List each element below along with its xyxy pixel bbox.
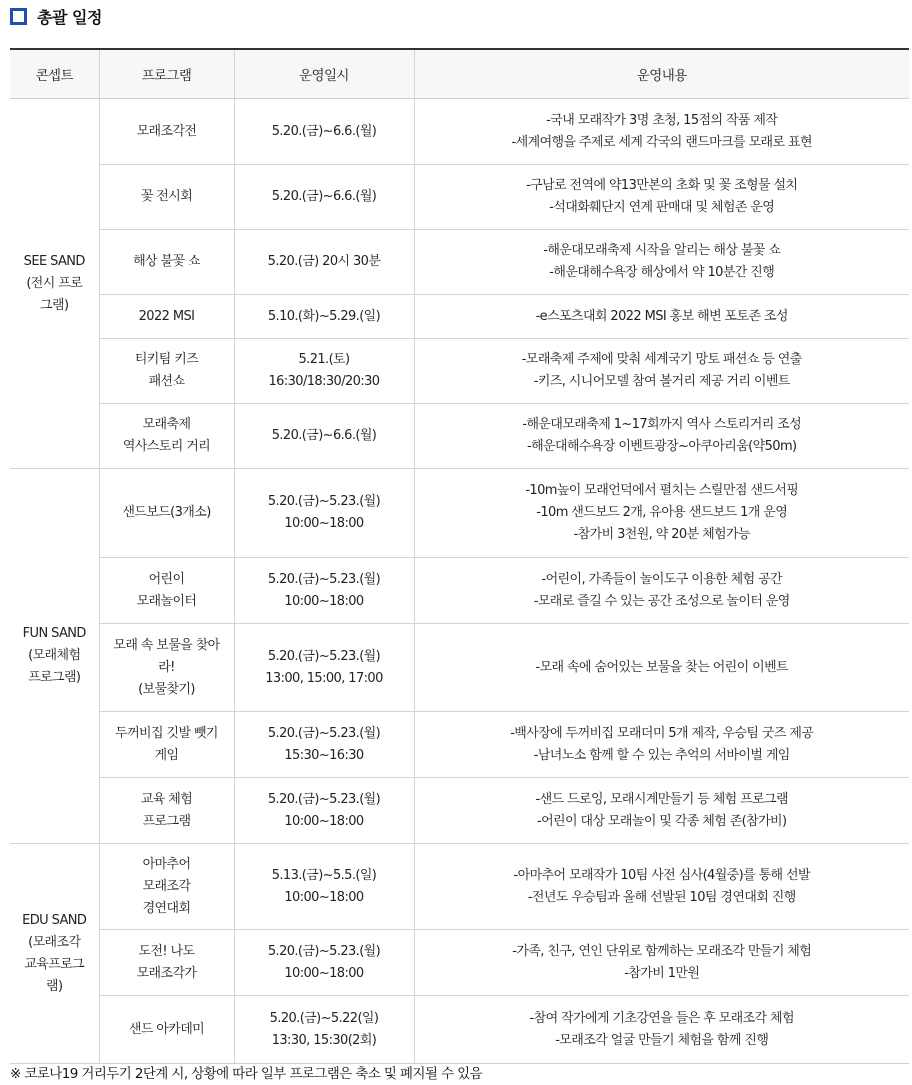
program-cell	[99, 404, 234, 469]
content-cell-line: -e스포츠대회 2022 MSI 홍보 해변 포토존 조성	[535, 308, 788, 324]
content-cell-line: -참가비 1만원	[624, 965, 700, 981]
date-cell-line: 5.20.(금)~5.23.(월)	[267, 943, 381, 959]
table-row	[10, 165, 909, 230]
section-title: 총괄 일정	[37, 7, 102, 27]
table-row	[10, 712, 909, 778]
content-cell	[414, 230, 909, 295]
content-cell	[414, 558, 909, 624]
concept-cell-line: (모래조각	[28, 934, 81, 950]
date-cell-line: 15:30~16:30	[284, 747, 364, 763]
date-cell-line: 10:00~18:00	[284, 516, 364, 531]
program-cell	[99, 624, 234, 712]
content-cell-line: -석대화훼단지 연계 판매대 및 체험존 운영	[549, 200, 775, 215]
date-cell	[234, 712, 414, 778]
content-cell	[414, 165, 909, 230]
content-cell-line: -세계여행을 주제로 세계 각국의 랜드마크를 모래로 표현	[511, 134, 812, 150]
program-cell	[99, 165, 234, 230]
program-cell-line: 샌드 아카데미	[128, 1021, 205, 1037]
content-cell-line: -어린이, 가족들이 놀이도구 이용한 체험 공간	[541, 571, 783, 587]
program-cell-line: 교육 체험	[140, 791, 193, 807]
content-cell-line: -모래로 즐길 수 있는 공간 조성으로 놀이터 운영	[533, 593, 790, 609]
program-cell-line: 티키팀 키즈	[134, 352, 199, 367]
content-cell	[414, 996, 909, 1064]
program-cell	[99, 996, 234, 1064]
concept-cell-line: SEE SAND	[23, 253, 85, 269]
section-header	[10, 4, 102, 28]
date-cell	[234, 339, 414, 404]
program-cell-line: 모래놀이터	[136, 593, 197, 609]
concept-cell-line: (모래체험	[28, 648, 81, 663]
content-cell-line: -해운대모래축제 시작을 알리는 해상 불꽃 쇼	[543, 243, 781, 258]
date-cell	[234, 624, 414, 712]
program-cell	[99, 930, 234, 996]
concept-cell-line: FUN SAND	[22, 626, 86, 641]
program-cell	[99, 778, 234, 844]
content-cell-line: -아마추어 모래작가 10팀 사전 심사(4월중)를 통해 선발	[513, 867, 810, 883]
content-cell-line: -백사장에 두꺼비집 모래더미 5개 제작, 우승팀 굿즈 제공	[510, 725, 814, 741]
content-cell-line: -국내 모래작가 3명 초청, 15점의 작품 제작	[546, 112, 778, 128]
content-cell-line: -모래조각 얼굴 만들기 체험을 함께 진행	[555, 1032, 769, 1048]
table-row	[10, 930, 909, 996]
program-cell-line: 아마추어	[142, 856, 191, 872]
table-row	[10, 339, 909, 404]
program-cell-line: 어린이	[148, 571, 185, 587]
program-cell-line: 게임	[154, 747, 179, 763]
concept-cell-line: (전시 프로	[26, 275, 83, 291]
program-cell	[99, 844, 234, 930]
content-cell-line: -남녀노소 함께 할 수 있는 추억의 서바이벌 게임	[533, 747, 790, 763]
program-cell-line: 모래조각	[142, 878, 191, 894]
content-cell-line: -해운대해수욕장 해상에서 약 10분간 진행	[549, 265, 775, 280]
table-row	[10, 404, 909, 469]
date-cell-line: 5.20.(금) 20시 30분	[267, 254, 381, 269]
program-cell	[99, 295, 234, 339]
program-cell-line: 모래 속 보물을 찾아	[113, 637, 220, 653]
content-cell-line: -10m 샌드보드 2개, 유아용 샌드보드 1개 운영	[536, 505, 788, 520]
program-cell	[99, 558, 234, 624]
date-cell	[234, 165, 414, 230]
date-cell-line: 10:00~18:00	[284, 889, 364, 905]
program-cell	[99, 230, 234, 295]
program-cell-line: 모래조각가	[136, 965, 197, 981]
table-row	[10, 778, 909, 844]
date-cell	[234, 558, 414, 624]
content-cell	[414, 930, 909, 996]
content-cell	[414, 712, 909, 778]
date-cell-line: 5.20.(금)~5.22(일)	[269, 1010, 379, 1026]
program-cell-line: 두꺼비집 깃발 뺏기	[115, 725, 218, 741]
program-cell	[99, 339, 234, 404]
date-cell-line: 5.20.(금)~6.6.(월)	[271, 123, 377, 139]
date-cell-line: 10:00~18:00	[284, 813, 364, 829]
content-cell-line: -해운대모래축제 1~17회까지 역사 스토리거리 조성	[522, 417, 802, 432]
program-cell-line: (보물찾기)	[138, 681, 195, 697]
date-cell	[234, 469, 414, 558]
date-cell-line: 5.20.(금)~5.23.(월)	[267, 494, 381, 509]
content-cell	[414, 339, 909, 404]
date-cell-line: 13:00, 15:00, 17:00	[265, 670, 383, 686]
square-bullet-icon	[10, 8, 27, 25]
content-cell	[414, 844, 909, 930]
date-cell-line: 13:30, 15:30(2회)	[271, 1032, 377, 1048]
header-content: 운영내용	[414, 49, 909, 99]
table-header-row	[10, 49, 909, 99]
content-cell-line: -10m높이 모래언덕에서 펼치는 스릴만점 샌드서핑	[525, 483, 799, 498]
program-cell-line: 해상 불꽃 쇼	[133, 254, 200, 269]
date-cell-line: 5.13.(금)~5.5.(일)	[271, 867, 377, 883]
content-cell	[414, 469, 909, 558]
date-cell-line: 10:00~18:00	[284, 593, 364, 609]
concept-cell-line: 프로그램)	[28, 670, 81, 685]
date-cell-line: 5.20.(금)~5.23.(월)	[267, 791, 381, 807]
content-cell-line: -모래축제 주제에 맞춰 세계국기 망토 패션쇼 등 연출	[521, 352, 802, 367]
date-cell	[234, 99, 414, 165]
footnote: ※ 코로나19 거리두기 2단계 시, 상황에 따라 일부 프로그램은 축소 및 폐지될 수 있음	[10, 1066, 483, 1082]
date-cell-line: 5.20.(금)~5.23.(월)	[267, 571, 381, 587]
schedule-body	[10, 99, 909, 1064]
table-row	[10, 99, 909, 165]
concept-cell-line: 램)	[46, 978, 63, 994]
content-cell	[414, 778, 909, 844]
table-row	[10, 844, 909, 930]
date-cell-line: 10:00~18:00	[284, 965, 364, 981]
program-cell-line: 모래조각전	[136, 123, 197, 139]
concept-cell-line: 교육프로그	[24, 956, 85, 972]
concept-cell	[10, 99, 99, 469]
content-cell-line: -어린이 대상 모래놀이 및 각종 체험 존(참가비)	[537, 813, 787, 829]
table-row	[10, 230, 909, 295]
table-row	[10, 624, 909, 712]
program-cell-line: 라!	[158, 659, 175, 675]
program-cell-line: 역사스토리 거리	[122, 439, 211, 454]
table-row	[10, 558, 909, 624]
content-cell	[414, 99, 909, 165]
program-cell-line: 프로그램	[142, 813, 191, 829]
content-cell	[414, 624, 909, 712]
program-cell-line: 모래축제	[142, 417, 191, 432]
header-concept: 콘셉트	[10, 49, 99, 99]
program-cell-line: 꽃 전시회	[140, 189, 193, 204]
table-row	[10, 295, 909, 339]
concept-cell-line: EDU SAND	[22, 912, 87, 928]
program-cell-line: 2022 MSI	[138, 308, 195, 324]
program-cell-line: 패션쇼	[148, 374, 185, 389]
program-cell-line: 도전! 나도	[138, 943, 195, 959]
content-cell	[414, 404, 909, 469]
date-cell	[234, 996, 414, 1064]
table-row	[10, 996, 909, 1064]
content-cell-line: -참여 작가에게 기초강연을 들은 후 모래조각 체험	[529, 1010, 794, 1026]
date-cell	[234, 295, 414, 339]
concept-cell	[10, 844, 99, 1064]
program-cell-line: 경연대회	[142, 900, 191, 916]
program-cell	[99, 99, 234, 165]
header-program: 프로그램	[99, 49, 234, 99]
content-cell-line: -가족, 친구, 연인 단위로 함께하는 모래조각 만들기 체험	[512, 943, 812, 959]
content-cell-line: -전년도 우승팀과 올해 선발된 10팀 경연대회 진행	[527, 889, 796, 905]
content-cell-line: -참가비 3천원, 약 20분 체험가능	[573, 527, 750, 542]
date-cell-line: 5.10.(화)~5.29.(일)	[267, 308, 381, 324]
content-cell-line: -샌드 드로잉, 모래시계만들기 등 체험 프로그램	[535, 791, 788, 807]
content-cell-line: -구남로 전역에 약13만본의 초화 및 꽃 조형물 설치	[526, 178, 798, 193]
date-cell-line: 5.20.(금)~5.23.(월)	[267, 725, 381, 741]
date-cell-line: 5.20.(금)~6.6.(월)	[271, 189, 377, 204]
content-cell-line: -키즈, 시니어모델 참여 볼거리 제공 거리 이벤트	[533, 374, 790, 389]
table-row	[10, 469, 909, 558]
concept-cell-line: 그램)	[40, 297, 69, 313]
date-cell-line: 5.21.(토)	[298, 352, 350, 367]
date-cell	[234, 778, 414, 844]
program-cell-line: 샌드보드(3개소)	[122, 505, 211, 520]
content-cell-line: -해운대해수욕장 이벤트광장~아쿠아리움(약50m)	[526, 439, 797, 454]
schedule-table	[10, 48, 909, 1064]
date-cell-line: 16:30/18:30/20:30	[268, 374, 380, 389]
content-cell	[414, 295, 909, 339]
date-cell-line: 5.20.(금)~5.23.(월)	[267, 648, 381, 664]
header-date: 운영일시	[234, 49, 414, 99]
date-cell	[234, 930, 414, 996]
date-cell	[234, 230, 414, 295]
concept-cell	[10, 469, 99, 844]
date-cell-line: 5.20.(금)~6.6.(월)	[271, 428, 377, 443]
content-cell-line: -모래 속에 숨어있는 보물을 찾는 어린이 이벤트	[535, 659, 788, 675]
date-cell	[234, 404, 414, 469]
program-cell	[99, 712, 234, 778]
date-cell	[234, 844, 414, 930]
program-cell	[99, 469, 234, 558]
